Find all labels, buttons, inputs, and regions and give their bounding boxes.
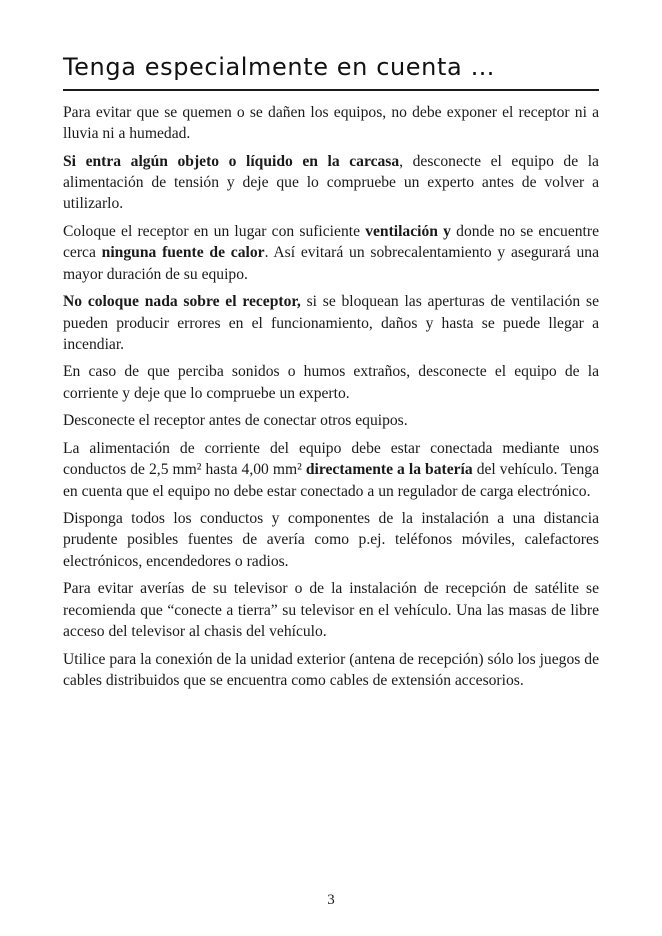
bold-segment: No coloque nada sobre el receptor,: [63, 293, 301, 311]
page-title: Tenga especialmente en cuenta …: [63, 53, 496, 81]
paragraph-ground: [63, 578, 599, 642]
text-segment: , desconecte el equipo de la alimentación de tensión y deje que lo compruebe un experto antes de volver a utilizarlo.: [63, 152, 599, 213]
title-underline: [63, 89, 599, 91]
paragraph-ventilation: [63, 221, 599, 285]
paragraph-rain: [63, 102, 599, 145]
paragraph-objects: [63, 151, 599, 215]
text-segment: Coloque el receptor en un lugar con suficiente: [63, 223, 366, 241]
body-text: [63, 102, 599, 697]
text-segment: . Así evitará un sobrecalentamiento y asegurará una mayor duración de su equipo.: [63, 244, 600, 283]
text-segment: Para evitar que se quemen o se dañen los equipos, no debe exponer el receptor ni a lluvia ni a humedad.: [63, 104, 599, 143]
bold-segment: ventilación y: [365, 223, 451, 241]
bold-segment: directamente a la batería: [305, 461, 473, 479]
text-segment: si se bloquean las aperturas de ventilación se pueden producir errores en el funcionamiento, daños y hasta se puede llegar a incendiar.: [63, 293, 599, 353]
text-segment: Desconecte el receptor antes de conectar otros equipos.: [63, 412, 408, 430]
text-segment: donde no se encuentre cerca: [63, 223, 600, 262]
paragraph-distance: [63, 508, 599, 572]
paragraph-power: [63, 438, 599, 502]
bold-segment: Si entra algún objeto o líquido en la carcasa: [63, 152, 400, 170]
paragraph-disconnect: [63, 410, 599, 431]
paragraph-noises: [63, 361, 599, 404]
text-segment: En caso de que perciba sonidos o humos extraños, desconecte el equipo de la corriente y deje que lo compruebe un experto.: [63, 363, 599, 402]
bold-segment: ninguna fuente de calor: [101, 244, 265, 262]
text-segment: Para evitar averías de su televisor o de la instalación de recepción de satélite se recomienda que “conecte a tierra” su televisor en el vehículo. Una las masas de libre acceso del televisor al chasis del vehículo.: [63, 580, 599, 640]
text-segment: Utilice para la conexión de la unidad exterior (antena de recepción) sólo los juegos de cables distribuidos que se encuentra como cables de extensión accesorios.: [63, 650, 599, 689]
page-number: 3: [327, 892, 335, 908]
text-segment: Disponga todos los conductos y componentes de la instalación a una distancia prudente posibles fuentes de avería como p.ej. teléfonos móviles, calefactores electrónicos, encendedores o radios.: [63, 510, 599, 570]
text-segment: del vehículo. Tenga en cuenta que el equipo no debe estar conectado a un regulador de carga electrónico.: [63, 461, 599, 500]
paragraph-nothing-on-top: [63, 291, 599, 355]
paragraph-cables: [63, 649, 599, 692]
text-segment: La alimentación de corriente del equipo debe estar conectada mediante unos conductos de 2,5 mm² hasta 4,00 mm²: [63, 439, 599, 479]
